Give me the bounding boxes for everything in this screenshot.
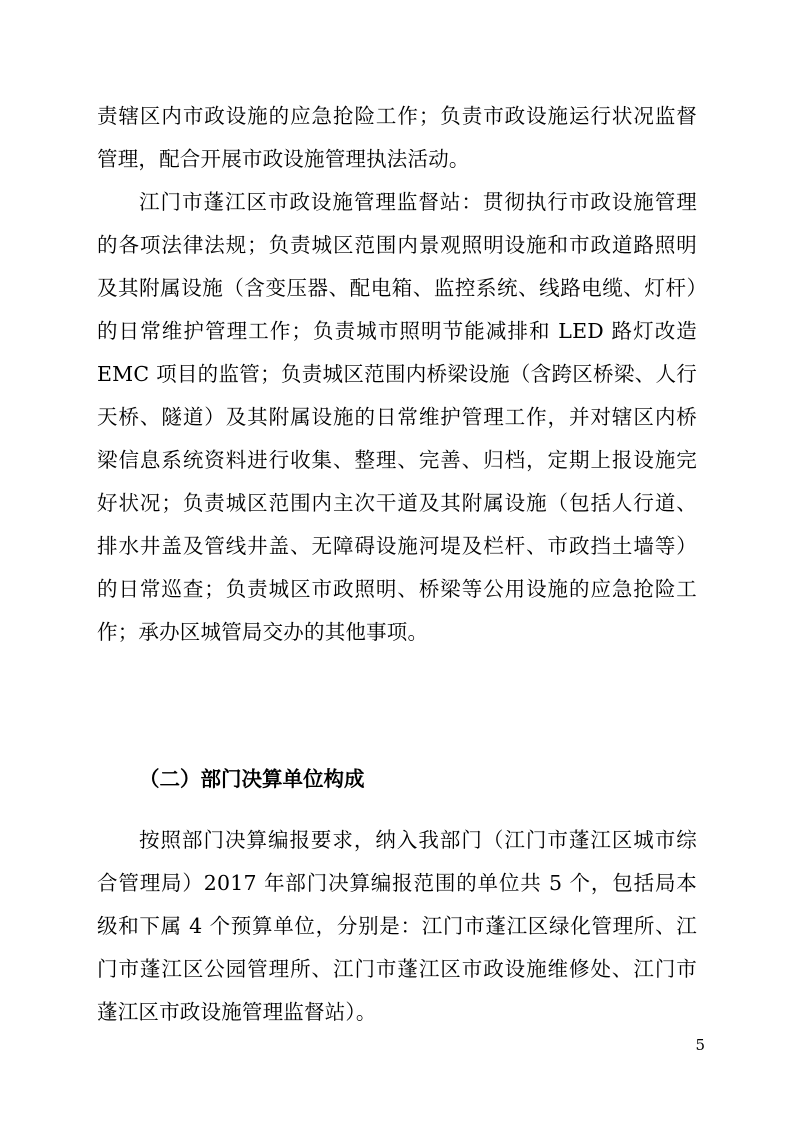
paragraph-continued: 责辖区内市政设施的应急抢险工作；负责市政设施运行状况监督管理，配合开展市政设施管理执法活动。 [97,104,697,171]
paragraph-section-body: 按照部门决算编报要求，纳入我部门（江门市蓬江区城市综合管理局）2017 年部门决算编报范围的单位共 5 个，包括局本级和下属 4 个预算单位，分别是：江门市蓬江区绿化管理所、江门市蓬江区公园管理所、江门市蓬江区市政设施维修处、江门市蓬江区市政设施管理监督站）。 [97,828,697,1024]
page-content [97,95,697,1034]
page-number: 5 [695,1036,705,1054]
paragraph-supervision-station: 江门市蓬江区市政设施管理监督站：贯彻执行市政设施管理的各项法律法规；负责城区范围内景观照明设施和市政道路照明及其附属设施（含变压器、配电箱、监控系统、线路电缆、灯杆）的日常维护管理工作；负责城市照明节能减排和 LED 路灯改造 EMC 项目的监管；负责城区范围内桥梁设施（含跨区桥梁、人行天桥、隧道）及其附属设施的日常维护管理工作，并对辖区内桥梁信息系统资料进行收集、整理、完善、归档，定期上报设施完好状况；负责城区范围内主次干道及其附属设施（包括人行道、排水井盖及管线井盖、无障碍设施河堤及栏杆、市政挡土墙等）的日常巡查；负责城区市政照明、桥梁等公用设施的应急抢险工作；承办区城管局交办的其他事项。 [97,190,697,644]
heading-spacer [97,801,697,819]
section-spacer [97,654,697,758]
section-heading: （二）部门决算单位构成 [139,767,365,791]
